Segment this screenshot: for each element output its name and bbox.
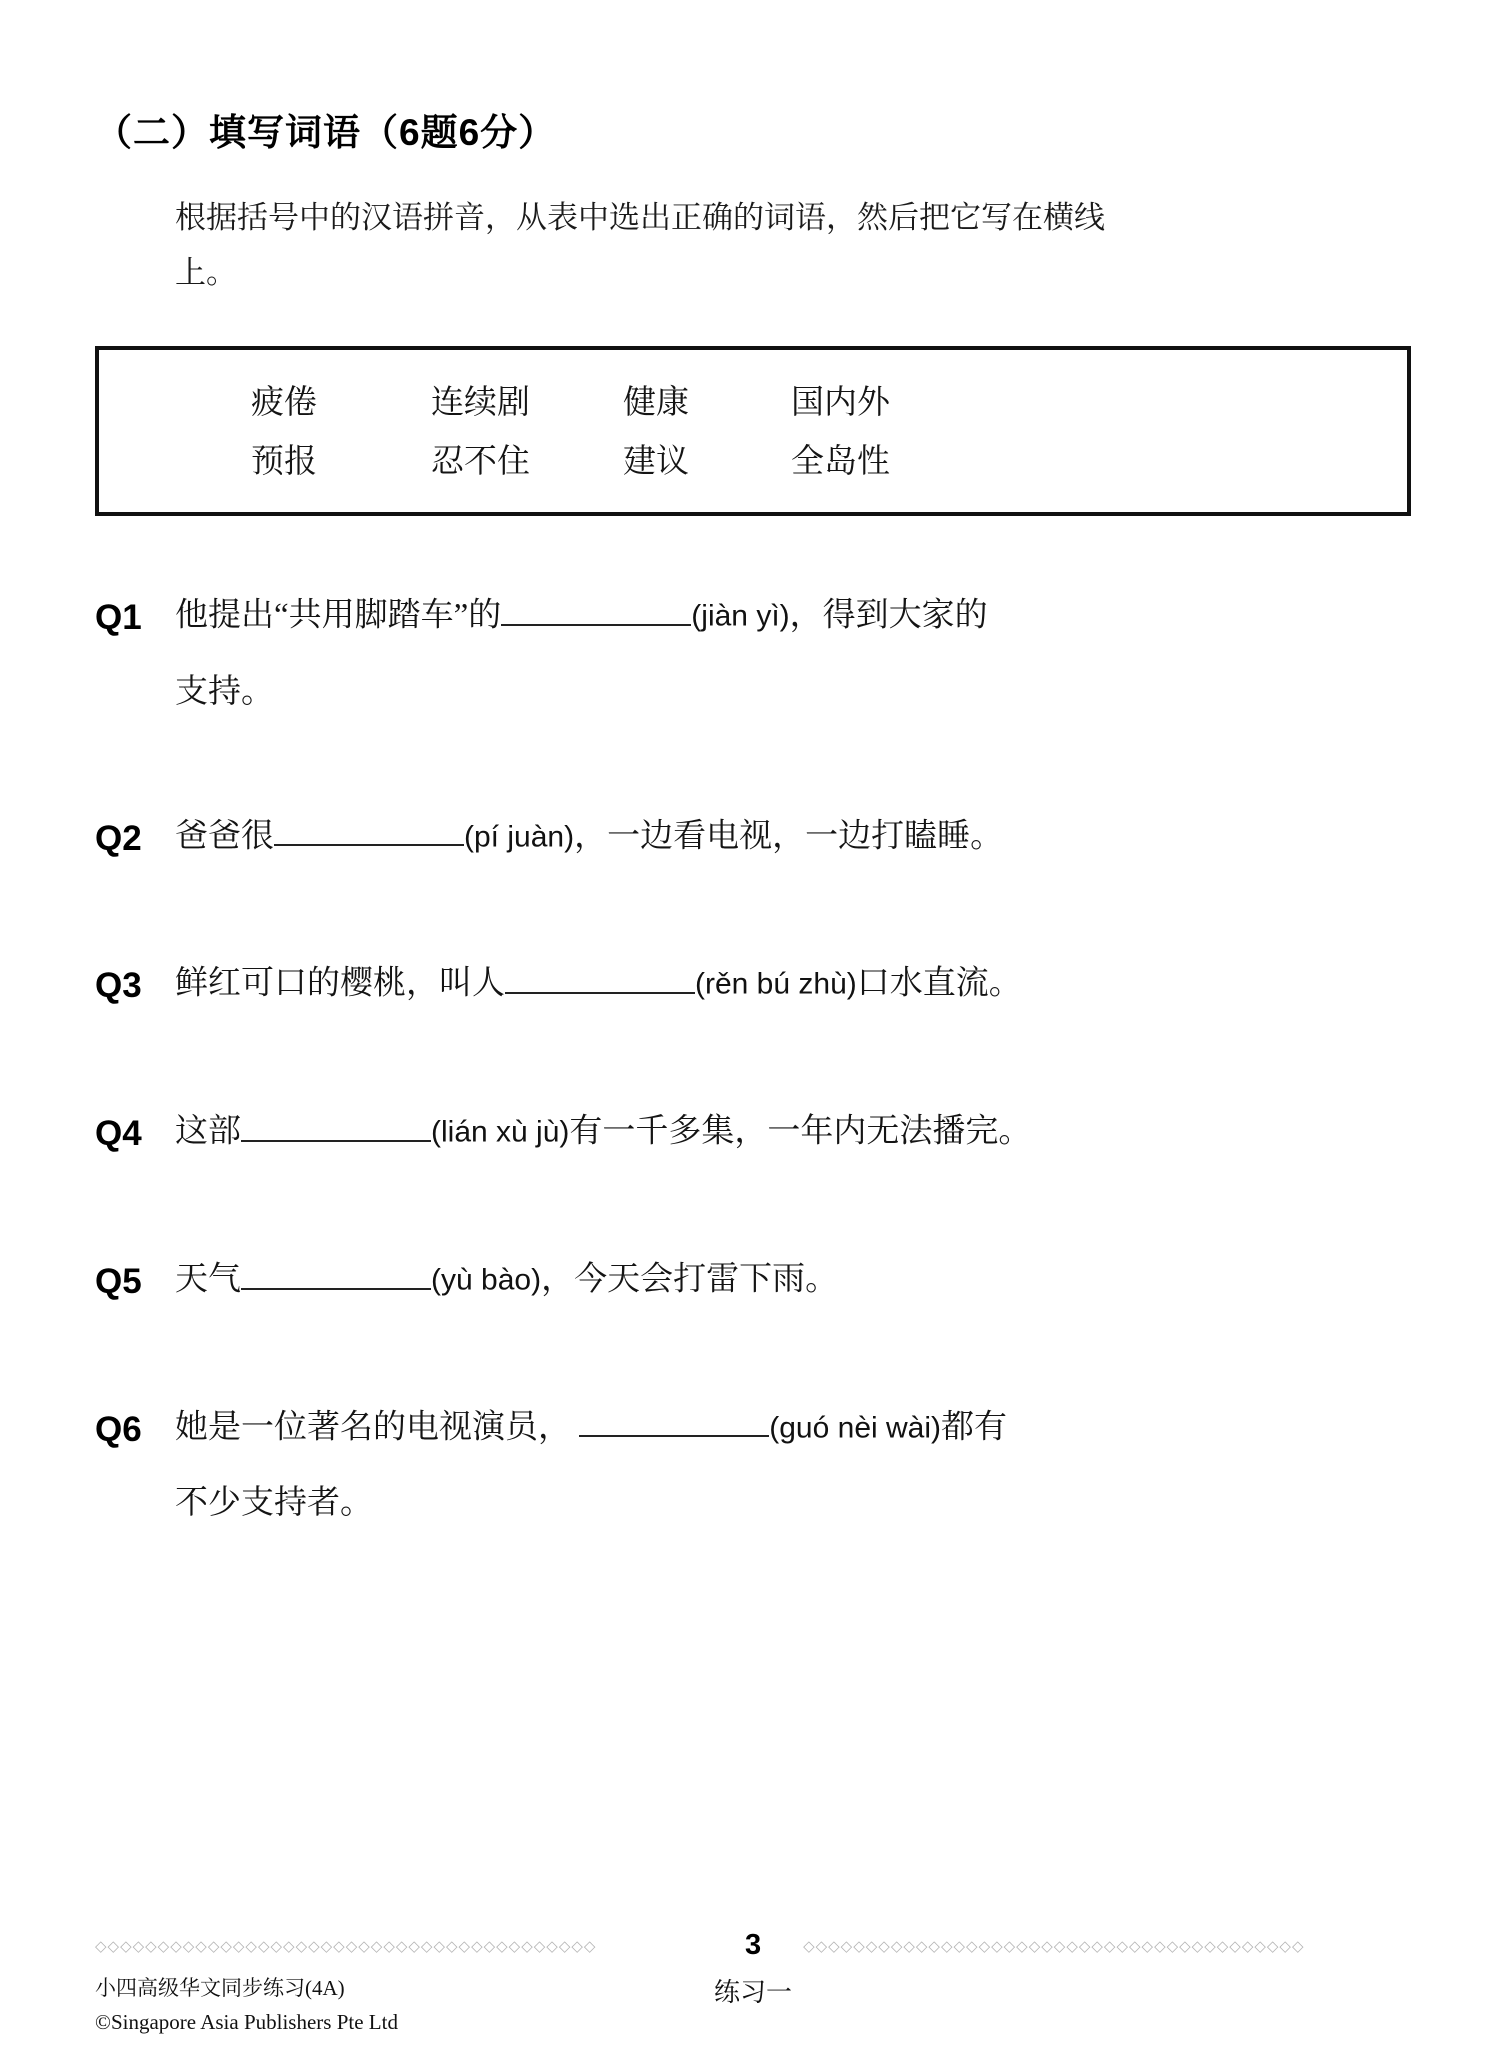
answer-blank[interactable]: [274, 813, 464, 847]
question-post-text: ，一边看电视，一边打瞌睡。: [574, 818, 1004, 855]
question-post-text: 有一千多集，一年内无法播完。: [569, 1113, 1032, 1150]
footer-publisher-row: [95, 2010, 1411, 2035]
question-pre-text: 爸爸很: [175, 818, 274, 855]
word-bank-item: 疲倦: [251, 385, 317, 422]
answer-blank[interactable]: [241, 1108, 431, 1142]
question-text: [175, 960, 1411, 1012]
question-pre-text: 他提出“共用脚踏车”的: [175, 598, 502, 634]
section-title: （二）填写词语（6题6分）: [95, 112, 557, 153]
question-5: [95, 1256, 1411, 1308]
pinyin-hint: (pí juàn): [464, 820, 575, 854]
question-text: [175, 592, 1411, 716]
pinyin-hint: (lián xù jù): [431, 1115, 570, 1149]
question-4: [95, 1108, 1411, 1160]
footer-divider-row: [95, 1929, 1411, 1962]
question-pre-text: 这部: [175, 1113, 241, 1150]
worksheet-page: [95, 102, 1411, 1624]
exercise-label: 练习一: [713, 1978, 792, 2007]
word-bank-item: 预报: [251, 444, 317, 481]
question-post-text: 口水直流。: [856, 966, 1022, 1003]
book-title: 小四高级华文同步练习(4A): [95, 1976, 345, 2000]
word-bank-grid: [251, 376, 1041, 482]
instruction-line2: 上。: [175, 255, 237, 291]
question-label: Q6: [95, 1409, 142, 1449]
page-number: 3: [744, 1929, 762, 1961]
footer-info-row: [95, 1972, 1411, 2007]
word-bank-item: 健康: [623, 385, 689, 422]
answer-blank[interactable]: [579, 1404, 769, 1438]
answer-blank[interactable]: [501, 592, 691, 626]
instruction-line1: 根据括号中的汉语拼音，从表中选出正确的词语，然后把它写在横线: [175, 200, 1105, 235]
word-bank-item: 忍不住: [431, 444, 530, 481]
question-post-text: 都有: [941, 1409, 1008, 1446]
word-bank-item: 建议: [623, 444, 689, 481]
question-3: [95, 960, 1411, 1012]
question-label: Q5: [95, 1261, 142, 1301]
question-list: [95, 592, 1411, 1528]
question-pre-text: 她是一位著名的电视演员，: [175, 1409, 580, 1446]
question-post-text: ，得到大家的: [789, 598, 988, 634]
question-text: [175, 1108, 1411, 1160]
instruction-text: [175, 190, 1411, 300]
word-bank-item: 连续剧: [431, 385, 530, 422]
pinyin-hint: (jiàn yì): [691, 600, 790, 633]
publisher-credit: ©Singapore Asia Publishers Pte Ltd: [95, 2010, 398, 2034]
question-label: Q3: [95, 966, 142, 1006]
answer-blank[interactable]: [241, 1256, 431, 1290]
question-text: [175, 1404, 1411, 1528]
question-6: [95, 1404, 1411, 1528]
page-footer: [95, 1929, 1411, 2035]
question-line2: 不少支持者。: [175, 1485, 373, 1522]
question-1: [95, 592, 1411, 716]
diamond-divider-left: ◇◇◇◇◇◇◇◇◇◇◇◇◇◇◇◇◇◇◇◇◇◇◇◇◇◇◇◇◇◇◇◇◇◇◇◇◇◇◇◇: [95, 1936, 597, 1955]
question-label: Q4: [95, 1114, 142, 1154]
question-text: [175, 1256, 1411, 1308]
pinyin-hint: (guó nèi wài): [769, 1411, 942, 1445]
question-pre-text: 鲜红可口的樱桃，叫人: [175, 966, 505, 1003]
diamond-divider-right: ◇◇◇◇◇◇◇◇◇◇◇◇◇◇◇◇◇◇◇◇◇◇◇◇◇◇◇◇◇◇◇◇◇◇◇◇◇◇◇◇: [803, 1936, 1305, 1955]
question-pre-text: 天气: [175, 1261, 241, 1298]
word-bank-box: [95, 346, 1411, 516]
word-bank-item: 国内外: [791, 385, 890, 422]
pinyin-hint: (rěn bú zhù): [695, 968, 857, 1002]
question-label: Q2: [95, 818, 142, 858]
question-label: Q1: [95, 598, 142, 638]
question-line2: 支持。: [175, 673, 274, 710]
word-bank-item: 全岛性: [791, 444, 890, 481]
question-text: [175, 813, 1411, 865]
pinyin-hint: (yù bào): [431, 1263, 542, 1297]
question-post-text: ，今天会打雷下雨。: [541, 1261, 839, 1298]
question-2: [95, 813, 1411, 865]
answer-blank[interactable]: [505, 960, 695, 994]
